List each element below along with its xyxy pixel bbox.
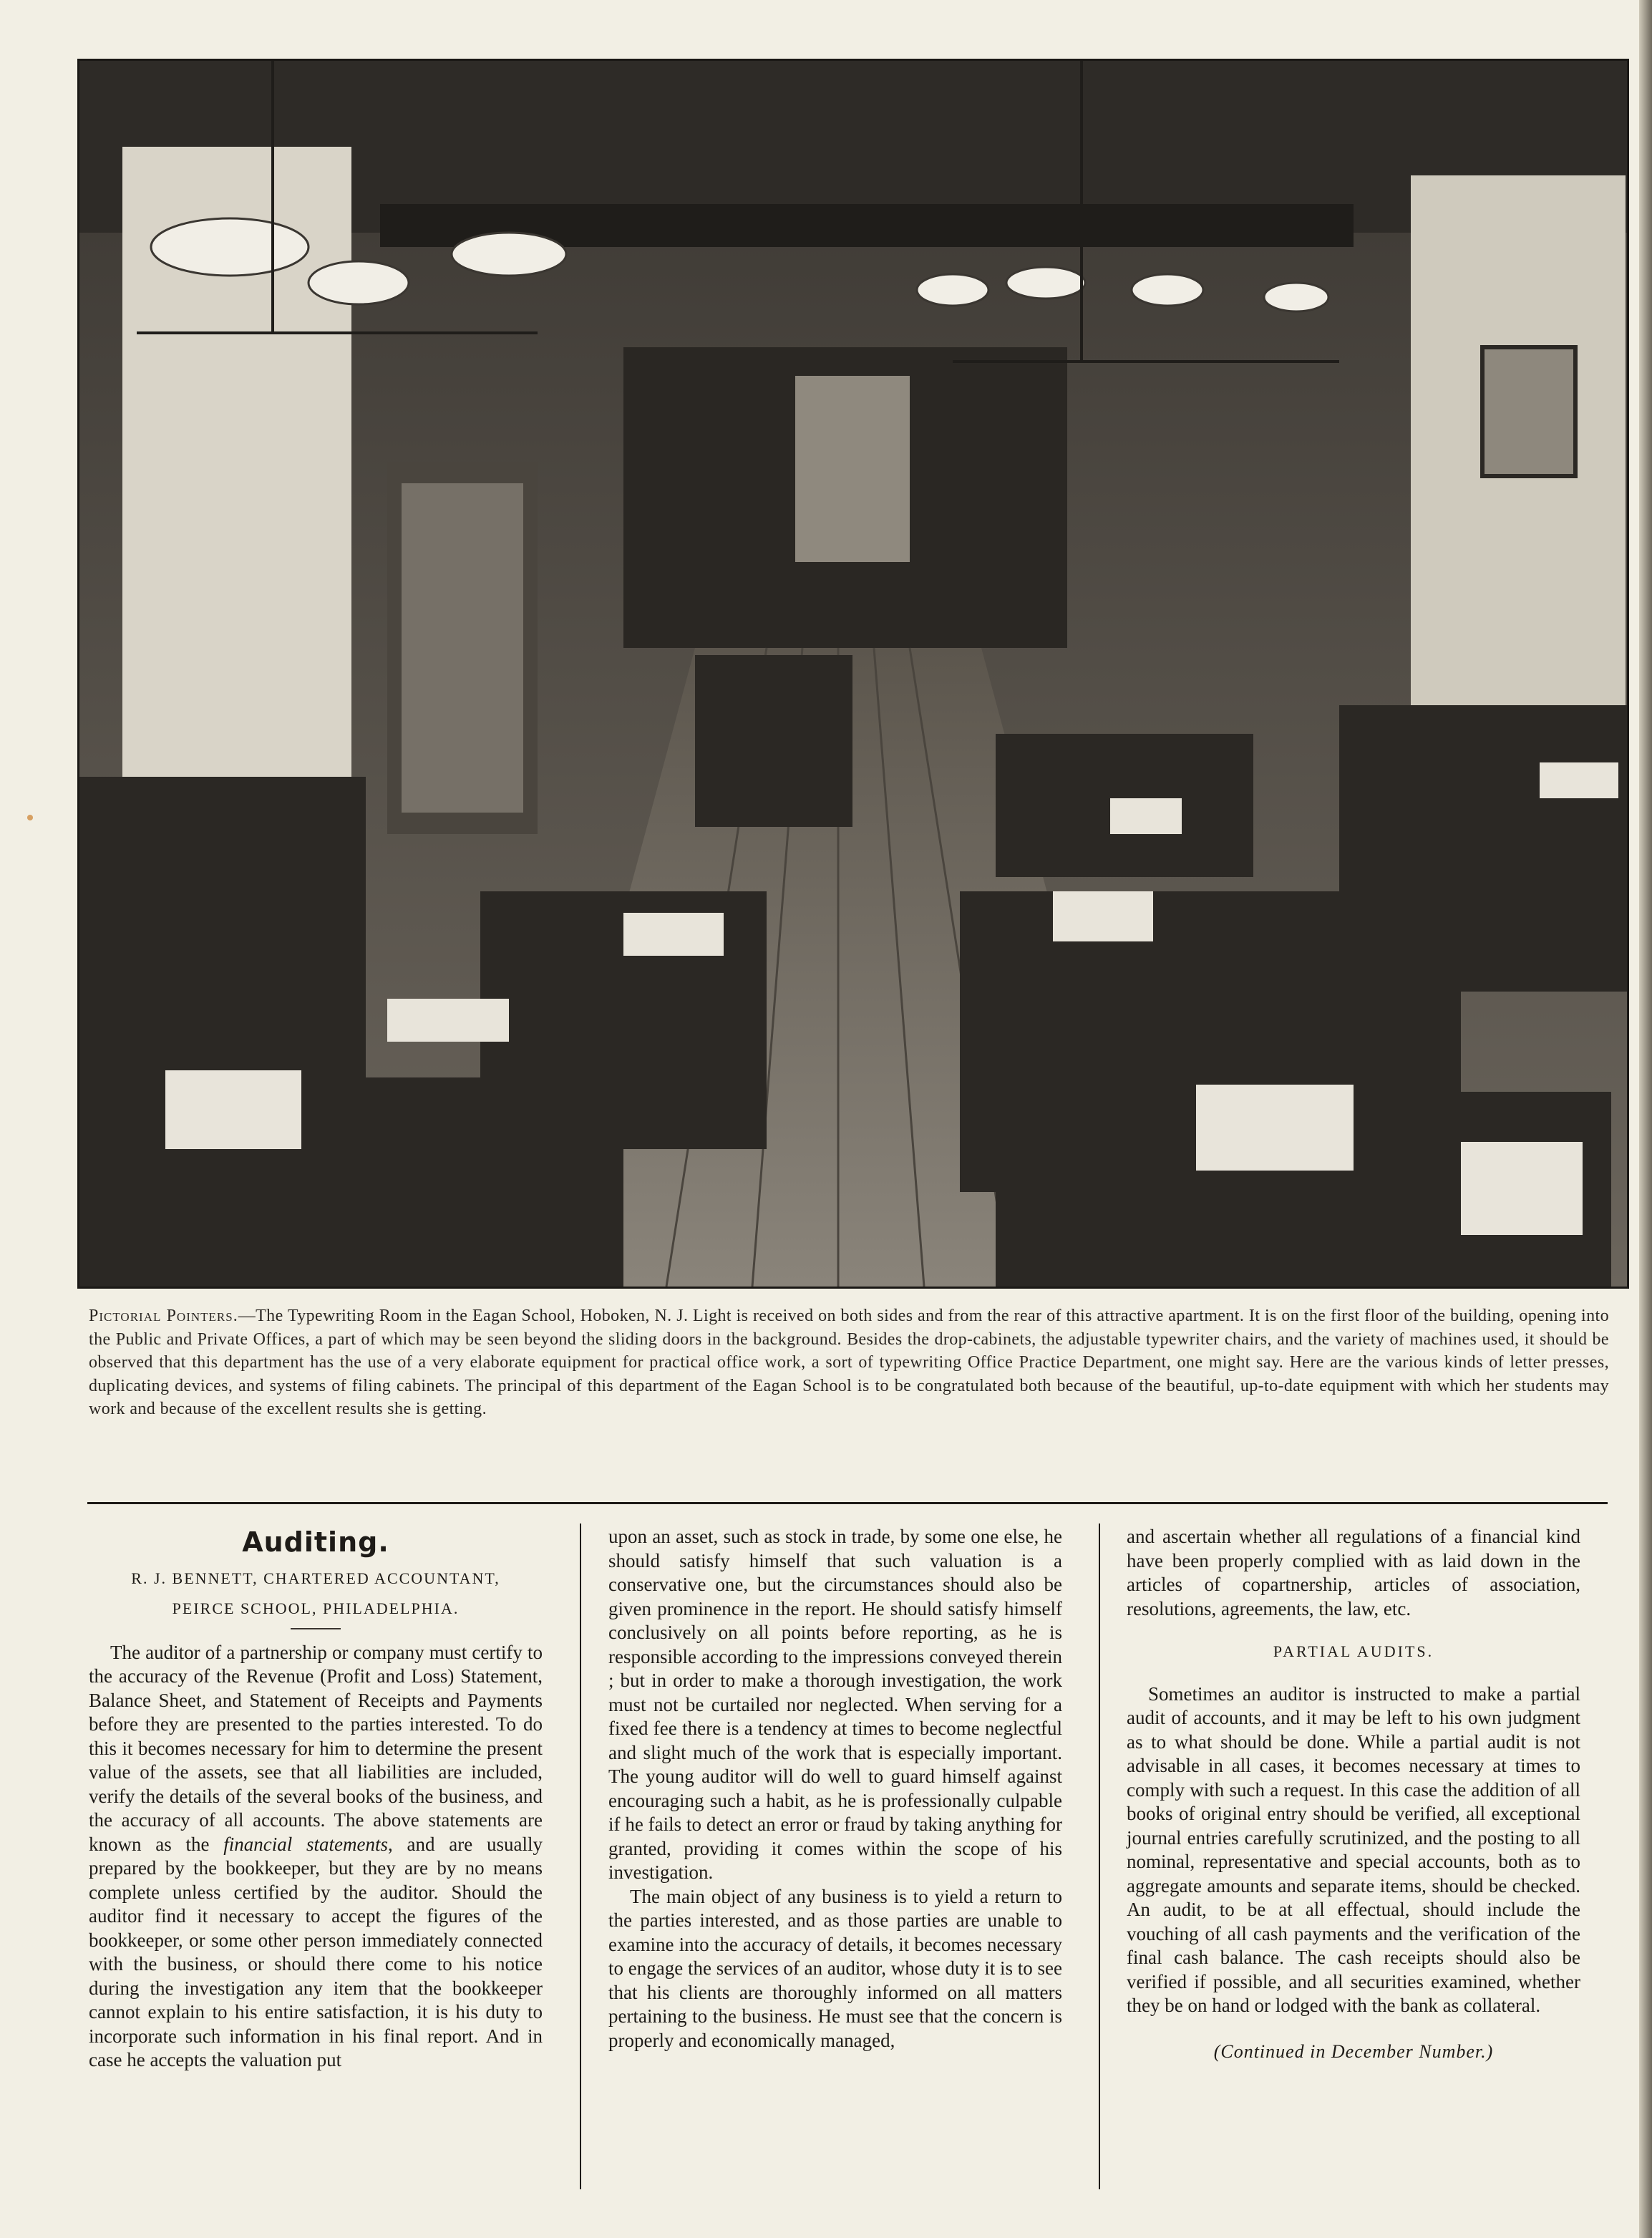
paragraph: upon an asset, such as stock in trade, by some one else, he should satisfy himself that such valuation is a conservative one, but the circumstances should also be given prominence in the report. He should satisfy himself conclusively on all points before reporting, as he is responsible according to the impressions conveyed therein ; but in order to make a thorough investigation, the work must not be curtailed nor neglected. When serving for a fixed fee there is a tendency at times to become neglectful and slight much of the work that is especially important. The young auditor will do well to guard himself against encouraging such a habit, as he is professionally culpable if he fails to detect an error or fraud by taking anything for granted, providing it comes within the scope of his investigation. (608, 1526, 1062, 1883)
paragraph-text: The auditor of a partnership or company must certify to the accuracy of the Revenue (Profit and Loss) Statement, Balance Sheet, and Statement of Receipts and Payments before they are presented to the parties interested. To do this it becomes necessary for him to determine the present value of the assets, see that all liabilities are included, verify the details of the several books of the business, and the accuracy of all accounts. The above statements are known as the (89, 1641, 543, 1855)
paragraph: Sometimes an auditor is instructed to make a partial audit of accounts, and it may be left to his own judgment as to what should be done. While a partial audit is not advisable in all cases, it becomes necessary at times to comply with such a request. In this case the addition of all books of original entry should be verified, all exceptional journal entries carefully scrutinized, and the posting to all nominal, representative and special accounts, both as to aggregate amounts and separate items, should be checked. An audit, to be at all effectual, should include the vouching of all cash payments and the verification of the final cash balance. The cash receipts should also be verified if possible, and all securities examined, whether they be on hand or lodged with the bank as collateral. (1127, 1682, 1580, 2016)
column-divider-1 (580, 1524, 581, 2189)
paragraph-text: , and are usually prepared by the bookkeeper, but they are by no means complete unless certified by the auditor. Should the auditor find it necessary to accept the figures of the bookkeeper, or some other person immediately connected with the business, or should there come to his notice during the investigation any item that the bookkeeper cannot explain to his entire satisfaction, it is his duty to incorporate such information in his final report. And in case he accepts the valuation put (89, 1833, 543, 2070)
paragraph: The main object of any business is to yield a return to the parties interested, and as those parties are unable to examine into the accuracy of details, it becomes necessary to engage the services of an auditor, whose duty it is to see that his clients are thoroughly informed on all matters pertaining to the business. He must see that the concern is properly and economically managed, (608, 1885, 1062, 2051)
column-divider-2 (1099, 1524, 1100, 2189)
section-subhead: PARTIAL AUDITS. (1273, 1642, 1434, 1660)
photo-caption (89, 1304, 1609, 1421)
paragraph (89, 1641, 543, 2073)
page-spine-shadow (1639, 0, 1652, 2238)
paragraph: and ascertain whether all regulations of a financial kind have been properly complied with as laid down in the articles of copartnership, articles of association, resolutions, agreements, the law, etc. (1127, 1526, 1580, 1619)
byline-author: R. J. BENNETT, CHARTERED ACCOUNTANT, (131, 1569, 500, 1587)
typewriting-room-photograph (77, 59, 1629, 1289)
caption-lead: Pictorial Pointers. (89, 1307, 238, 1325)
article-title: Auditing. (242, 1526, 389, 1558)
short-rule (291, 1628, 341, 1629)
photo-illustration (79, 61, 1627, 1287)
byline-affiliation: PEIRCE SCHOOL, PHILADELPHIA. (172, 1599, 460, 1617)
section-rule (87, 1502, 1608, 1504)
continued-note: (Continued in December Number.) (1213, 2040, 1494, 2062)
article-column-1 (89, 1525, 543, 2073)
article-column-3 (1127, 1525, 1580, 2063)
margin-mark (27, 815, 33, 820)
caption-text: —The Typewriting Room in the Eagan School, Hoboken, N. J. Light is received on both sides and from the rear of this attractive apartment. It is on the first floor of the building, opening into the Public and Private Offices, a part of which may be seen beyond the sliding doors in the background. Besides the drop-cabinets, the adjustable typewriter chairs, and the variety of machines used, it should be observed that this department has the use of a very elaborate equipment for practical office work, a sort of typewriting Office Practice Department, one might say. Here are the various kinds of letter presses, duplicating devices, and systems of filing cabinets. The principal of this department of the Eagan School is to be congratulated both because of the beautiful, up-to-date equipment with which her students may work and because of the excellent results she is getting. (89, 1307, 1609, 1419)
italic-term: financial statements (223, 1833, 389, 1855)
article-column-2 (608, 1525, 1062, 2053)
